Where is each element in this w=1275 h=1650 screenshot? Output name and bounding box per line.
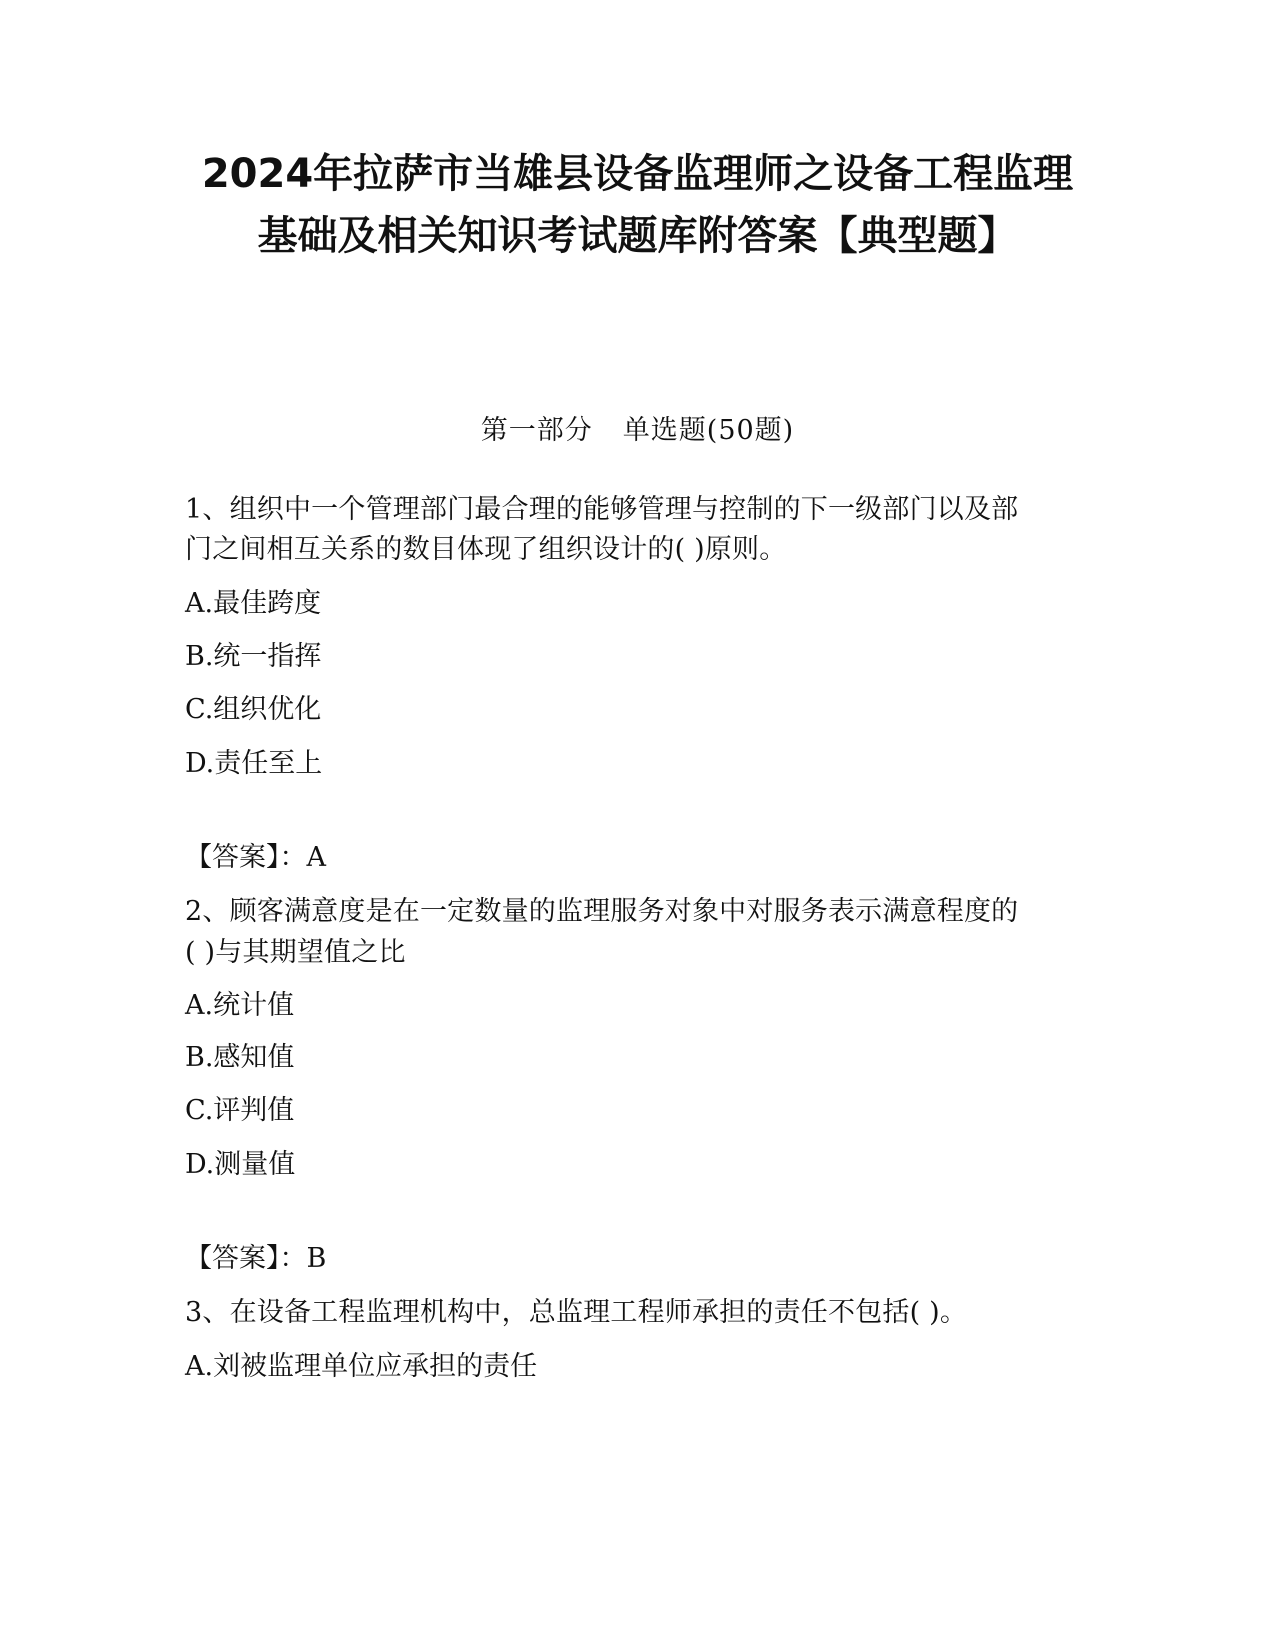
section-name: 单选题(50题) xyxy=(622,415,795,446)
question-3-stem: 3、在设备工程监理机构中，总监理工程师承担的责任不包括( )。 xyxy=(185,1297,968,1328)
document-title-line-1: 2024年拉萨市当雄县设备监理师之设备工程监理 xyxy=(201,151,1074,197)
question-2-stem-line-1: 2、顾客满意度是在一定数量的监理服务对象中对服务表示满意程度的 xyxy=(185,896,1019,927)
question-1-option-c: C.组织优化 xyxy=(185,694,322,725)
question-1-option-b: B.统一指挥 xyxy=(185,641,322,672)
question-1-option-d: D.责任至上 xyxy=(185,748,323,779)
question-1-answer: 【答案】：A xyxy=(185,842,326,873)
question-3-option-a: A.刘被监理单位应承担的责任 xyxy=(185,1351,538,1382)
question-2-answer: 【答案】：B xyxy=(185,1243,327,1274)
section-part: 第一部分 xyxy=(480,415,593,446)
question-2-option-d: D.测量值 xyxy=(185,1149,296,1180)
question-1-option-a: A.最佳跨度 xyxy=(185,588,322,619)
question-1-stem-line-2: 门之间相互关系的数目体现了组织设计的( )原则。 xyxy=(185,534,787,565)
question-2-option-b: B.感知值 xyxy=(185,1042,295,1073)
question-1-stem-line-1: 1、组织中一个管理部门最合理的能够管理与控制的下一级部门以及部 xyxy=(185,494,1019,525)
question-2-stem-line-2: ( )与其期望值之比 xyxy=(185,937,406,968)
document-title-line-2: 基础及相关知识考试题库附答案【典型题】 xyxy=(257,213,1018,259)
section-heading xyxy=(0,415,1275,447)
question-2-option-a: A.统计值 xyxy=(185,990,295,1021)
question-2-option-c: C.评判值 xyxy=(185,1095,295,1126)
